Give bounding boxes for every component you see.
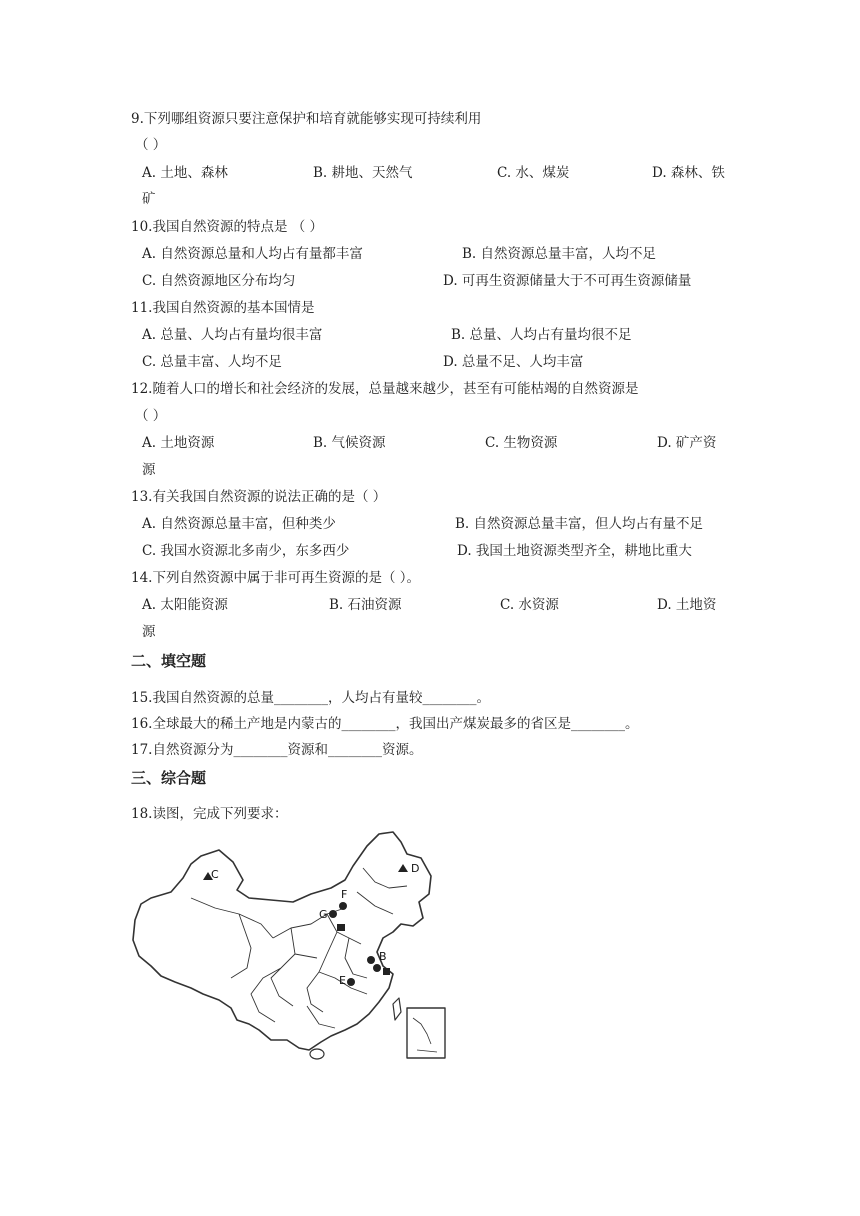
q13-option-d: D. 我国土地资源类型齐全，耕地比重大 xyxy=(457,543,692,559)
china-map-svg xyxy=(131,828,449,1064)
province-lines xyxy=(191,868,407,1028)
q11-option-b: B. 总量、人均占有量均很不足 xyxy=(451,327,632,343)
q11-option-c: C. 总量丰富、人均不足 xyxy=(142,354,282,370)
china-outline xyxy=(133,832,431,1050)
marker-b-dot-1 xyxy=(367,956,375,964)
map-label-f: F xyxy=(341,888,348,901)
q14-option-c: C. 水资源 xyxy=(500,597,559,613)
q12-option-a: A. 土地资源 xyxy=(142,435,215,451)
map-label-d: D xyxy=(411,862,420,875)
q11-stem: 11.我国自然资源的基本国情是 xyxy=(131,300,315,316)
q14-option-b: B. 石油资源 xyxy=(329,597,402,613)
q12-paren: （ ） xyxy=(135,408,167,424)
marker-b-dot-2 xyxy=(373,964,381,972)
q9-stem: 9.下列哪组资源只要注意保护和培育就能够实现可持续利用 xyxy=(131,111,482,127)
q10-stem: 10.我国自然资源的特点是 （ ） xyxy=(131,219,324,235)
q9-option-b: B. 耕地、天然气 xyxy=(313,165,413,181)
q12-option-c: C. 生物资源 xyxy=(485,435,558,451)
hainan-island xyxy=(310,1049,324,1059)
marker-square xyxy=(337,924,345,931)
q11-option-d: D. 总量不足、人均丰富 xyxy=(443,354,584,370)
marker-b-square xyxy=(383,968,390,975)
marker-g-dot xyxy=(329,910,337,918)
q13-option-b: B. 自然资源总量丰富，但人均占有量不足 xyxy=(455,516,704,532)
q10-option-d: D. 可再生资源储量大于不可再生资源储量 xyxy=(443,273,692,289)
q16-text: 16.全球最大的稀土产地是内蒙古的________，我国出产煤炭最多的省区是________。 xyxy=(131,716,639,732)
q12-option-d-wrap: 源 xyxy=(142,462,156,478)
q14-option-d: D. 土地资 xyxy=(657,597,717,613)
map-label-b: B xyxy=(379,950,387,963)
marker-d-triangle xyxy=(398,864,408,872)
q13-stem: 13.有关我国自然资源的说法正确的是（ ） xyxy=(131,489,387,505)
q15-text: 15.我国自然资源的总量________，人均占有量较________。 xyxy=(131,690,490,706)
q10-option-a: A. 自然资源总量和人均占有量都丰富 xyxy=(142,246,363,262)
q13-option-c: C. 我国水资源北多南少，东多西少 xyxy=(142,543,350,559)
q17-text: 17.自然资源分为________资源和________资源。 xyxy=(131,742,423,758)
q9-option-d-wrap: 矿 xyxy=(142,191,156,207)
taiwan-island xyxy=(393,998,401,1020)
q12-option-b: B. 气候资源 xyxy=(313,435,386,451)
section-heading-fill-in: 二、填空题 xyxy=(131,652,207,670)
q18-text: 18.读图，完成下列要求： xyxy=(131,806,288,822)
section-heading-comprehensive: 三、综合题 xyxy=(131,769,207,787)
marker-e-dot xyxy=(347,978,355,986)
q10-option-b: B. 自然资源总量丰富，人均不足 xyxy=(462,246,657,262)
q12-option-d: D. 矿产资 xyxy=(657,435,717,451)
q10-option-c: C. 自然资源地区分布均匀 xyxy=(142,273,296,289)
q13-option-a: A. 自然资源总量丰富，但种类少 xyxy=(142,516,336,532)
q14-stem: 14.下列自然资源中属于非可再生资源的是（ ）。 xyxy=(131,570,421,586)
q11-option-a: A. 总量、人均占有量均很丰富 xyxy=(142,327,323,343)
map-label-g: G xyxy=(319,908,328,921)
q9-option-c: C. 水、煤炭 xyxy=(497,165,570,181)
q9-option-a: A. 土地、森林 xyxy=(142,165,228,181)
marker-f-dot xyxy=(339,902,347,910)
q14-option-a: A. 太阳能资源 xyxy=(142,597,228,613)
q14-option-d-wrap: 源 xyxy=(142,624,156,640)
map-label-c: C xyxy=(211,868,219,881)
map-label-e: E xyxy=(339,974,346,987)
q12-stem: 12.随着人口的增长和社会经济的发展，总量越来越少，甚至有可能枯竭的自然资源是 xyxy=(131,381,639,397)
china-map-figure xyxy=(131,828,449,1064)
q9-paren: （ ） xyxy=(135,137,167,153)
q9-option-d: D. 森林、铁 xyxy=(652,165,725,181)
